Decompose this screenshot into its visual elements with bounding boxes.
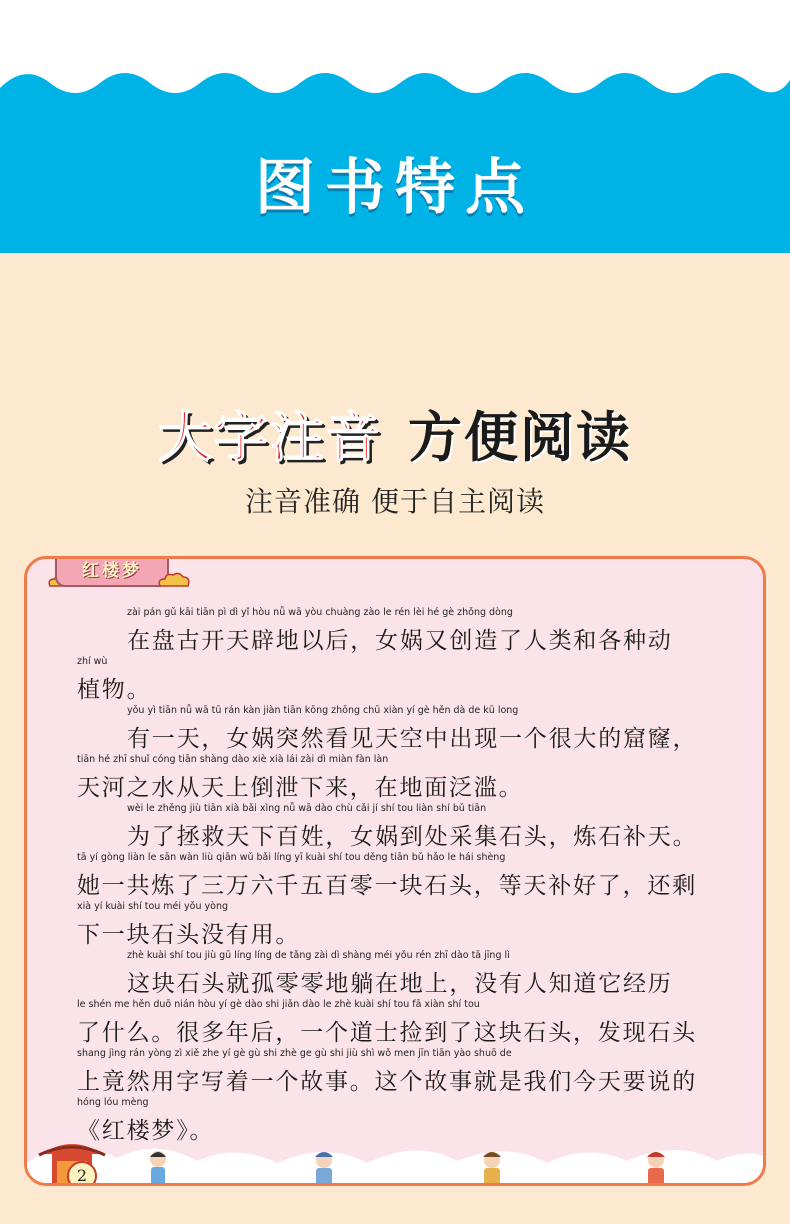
pinyin-line: tiān hé zhī shuǐ cóng tiān shàng dào xiè xià lái zài dì miàn fàn làn xyxy=(77,754,389,765)
character-figure-icon xyxy=(145,1149,171,1186)
book-title-badge: 红楼梦 xyxy=(55,559,169,587)
hanzi-line: 《红楼梦》。 xyxy=(77,1118,215,1144)
pinyin-line: wèi le zhěng jiù tiān xià bǎi xìng nǚ wā dào chù cǎi jí shí tou liàn shí bǔ tiān xyxy=(127,803,487,814)
feature-title-dark: 方便阅读 xyxy=(408,406,632,469)
pinyin-line: zhè kuài shí tou jiù gū líng líng de tǎng zài dì shàng méi yǒu rén zhī dào tā jīng lì xyxy=(127,950,510,961)
pinyin-line: zài pán gǔ kāi tiān pì dì yǐ hòu nǚ wā yòu chuàng zào le rén lèi hé gè zhǒng dòng xyxy=(127,607,513,618)
hanzi-line: 下一块石头没有用。 xyxy=(77,922,301,948)
story-text xyxy=(77,607,717,1146)
story-line xyxy=(77,607,717,656)
feature-title-red: 大字注音 xyxy=(158,406,382,469)
pinyin-line: le shén me hěn duō nián hòu yí gè dào shi jiǎn dào le zhè kuài shí tou fā xiàn shí tou xyxy=(77,999,480,1010)
story-line xyxy=(77,999,717,1048)
pinyin-line: tā yí gòng liàn le sān wàn liù qiān wǔ bǎi líng yī kuài shí tou děng tiān bǔ hǎo le hái shèng xyxy=(77,852,506,863)
story-line xyxy=(77,950,717,999)
story-line xyxy=(77,803,717,852)
hanzi-line: 她一共炼了三万六千五百零一块石头，等天补好了，还剩 xyxy=(77,873,697,899)
hanzi-line: 了什么。很多年后，一个道士捡到了这块石头，发现石头 xyxy=(77,1020,697,1046)
feature-subtitle: 注音准确 便于自主阅读 xyxy=(245,485,545,518)
pinyin-line: shang jìng rán yòng zì xiě zhe yí gè gù shi zhè ge gù shi jiù shì wǒ men jīn tiān yào shuō de xyxy=(77,1048,512,1059)
pinyin-line: xià yí kuài shí tou méi yǒu yòng xyxy=(77,901,229,912)
story-line xyxy=(77,754,717,803)
hanzi-line: 天河之水从天上倒泄下来，在地面泛滥。 xyxy=(77,775,524,801)
character-figure-icon xyxy=(643,1149,669,1186)
cloud-ornament-icon xyxy=(157,571,191,589)
book-page-sample xyxy=(24,556,766,1186)
character-figure-icon xyxy=(311,1149,337,1186)
hanzi-line: 植物。 xyxy=(77,677,152,703)
hanzi-line: 上竟然用字写着一个故事。这个故事就是我们今天要说的 xyxy=(77,1069,697,1095)
section-title: 图书特点 xyxy=(255,153,535,223)
hanzi-line: 在盘古开天辟地以后，女娲又创造了人类和各种动 xyxy=(127,628,673,654)
character-figure-icon xyxy=(479,1149,505,1186)
pinyin-line: yǒu yì tiān nǚ wā tū rán kàn jiàn tiān kōng zhōng chū xiàn yí gè hěn dà de kū long xyxy=(127,705,519,716)
page-number: 2 xyxy=(67,1161,97,1186)
story-line xyxy=(77,1048,717,1097)
pinyin-line: hóng lóu mèng xyxy=(77,1097,149,1108)
story-line xyxy=(77,656,717,705)
pinyin-line: zhí wù xyxy=(77,656,108,667)
hanzi-line: 有一天，女娲突然看见天空中出现一个很大的窟窿， xyxy=(127,726,698,752)
story-line xyxy=(77,705,717,754)
story-line xyxy=(77,901,717,950)
hanzi-line: 这块石头就孤零零地躺在地上，没有人知道它经历 xyxy=(127,971,673,997)
story-line xyxy=(77,852,717,901)
feature-headline xyxy=(0,395,790,472)
hanzi-line: 为了拯救天下百姓，女娲到处采集石头，炼石补天。 xyxy=(127,824,698,850)
